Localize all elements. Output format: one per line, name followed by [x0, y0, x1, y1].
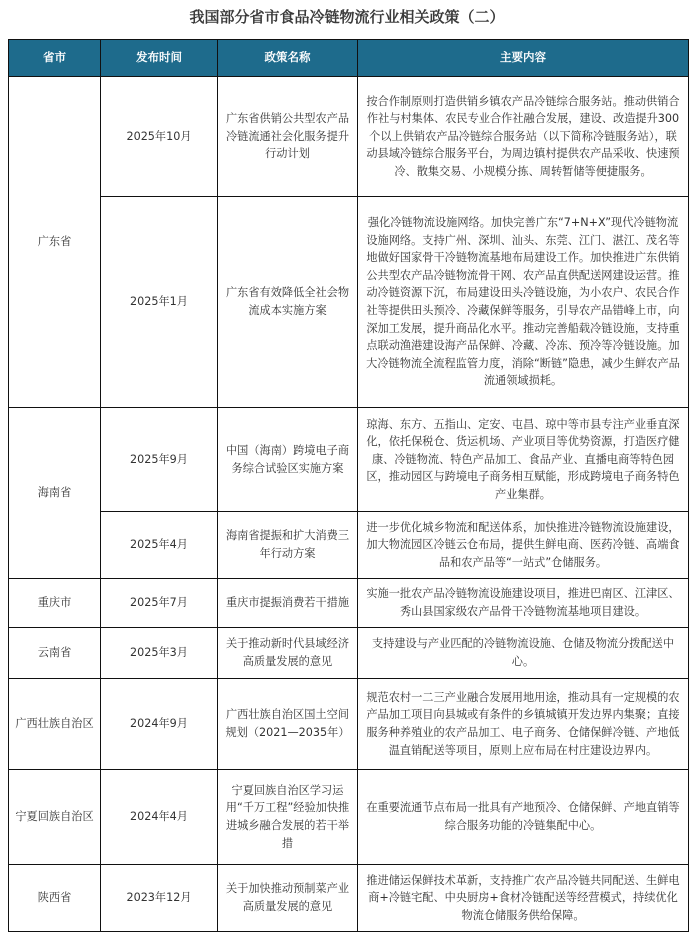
policy-cell: 中国（海南）跨境电子商务综合试验区实施方案	[218, 408, 358, 512]
table-row	[9, 77, 689, 197]
date-cell: 2025年9月	[101, 408, 218, 512]
province-cell: 广东省	[9, 77, 101, 408]
date-cell: 2025年1月	[101, 197, 218, 408]
page-title: 我国部分省市食品冷链物流行业相关政策（二）	[189, 8, 505, 26]
policy-table	[8, 39, 689, 932]
date-cell: 2023年12月	[101, 865, 218, 932]
policy-cell: 广东省有效降低全社会物流成本实施方案	[218, 197, 358, 408]
column-header-province: 省市	[9, 40, 101, 77]
date-cell: 2024年9月	[101, 679, 218, 770]
province-cell: 广西壮族自治区	[9, 679, 101, 770]
content-cell: 实施一批农产品冷链物流设施建设项目，推进巴南区、江津区、秀山县国家级农产品骨干冷链物流基地项目建设。	[358, 579, 689, 628]
date-cell: 2025年3月	[101, 628, 218, 679]
content-cell: 规范农村一二三产业融合发展用地用途，推动具有一定规模的农产品加工项目向县城或有条件的乡镇城镇开发边界内集聚；直接服务种养殖业的农产品加工、电子商务、仓储保鲜冷链、产地低温直销配送等项目，原则上应布局在村庄建设边界内。	[358, 679, 689, 770]
column-header-policy: 政策名称	[218, 40, 358, 77]
table-row	[9, 770, 689, 865]
table-row	[9, 865, 689, 932]
table-row	[9, 628, 689, 679]
table-row	[9, 408, 689, 512]
content-cell: 进一步优化城乡物流和配送体系，加快推进冷链物流设施建设，加大物流园区冷链云仓布局，提供生鲜电商、医药冷链、高端食品和农产品等“一站式”仓储服务。	[358, 512, 689, 579]
policy-cell: 广东省供销公共型农产品冷链流通社会化服务提升行动计划	[218, 77, 358, 197]
date-cell: 2024年4月	[101, 770, 218, 865]
table-row	[9, 512, 689, 579]
column-header-content: 主要内容	[358, 40, 689, 77]
policy-cell: 关于推动新时代县域经济高质量发展的意见	[218, 628, 358, 679]
province-cell: 宁夏回族自治区	[9, 770, 101, 865]
table-header-row	[9, 40, 689, 77]
content-cell: 推进储运保鲜技术革新，支持推广农产品冷链共同配送、生鲜电商+冷链宅配、中央厨房+食材冷链配送等经营模式，持续优化物流仓储服务供给保障。	[358, 865, 689, 932]
province-cell: 海南省	[9, 408, 101, 579]
column-header-date: 发布时间	[101, 40, 218, 77]
content-cell: 支持建设与产业匹配的冷链物流设施、仓储及物流分拨配送中心。	[358, 628, 689, 679]
province-cell: 重庆市	[9, 579, 101, 628]
policy-cell: 海南省提振和扩大消费三年行动方案	[218, 512, 358, 579]
date-cell: 2025年10月	[101, 77, 218, 197]
policy-cell: 宁夏回族自治区学习运用“千万工程”经验加快推进城乡融合发展的若干举措	[218, 770, 358, 865]
province-cell: 陕西省	[9, 865, 101, 932]
table-row	[9, 679, 689, 770]
date-cell: 2025年7月	[101, 579, 218, 628]
date-cell: 2025年4月	[101, 512, 218, 579]
content-cell: 强化冷链物流设施网络。加快完善广东“7+N+X”现代冷链物流设施网络。支持广州、深圳、汕头、东莞、江门、湛江、茂名等地做好国家骨干冷链物流基地布局建设工作。加快推进广东供销公共型农产品冷链物流骨干网、农产品直供配送网建设运营。推动冷链资源下沉，布局建设田头冷链设施，为小农户、农民合作社等提供田头预冷、冷藏保鲜等服务，引导农产品错峰上市，向深加工发展，提升商品化水平。推动完善船载冷链设施，支持重点联动渔港建设海产品保鲜、冷藏、冷冻、预冷等冷链设施。加大冷链物流全流程监管力度，消除“断链”隐患，减少生鲜农产品流通领域损耗。	[358, 197, 689, 408]
province-cell: 云南省	[9, 628, 101, 679]
table-row	[9, 197, 689, 408]
content-cell: 琼海、东方、五指山、定安、屯昌、琼中等市县专注产业垂直深化，依托保税仓、货运机场、产业项目等优势资源，打造医疗健康、冷链物流、特色产品加工、食品产业、直播电商等特色园区，推动园区与跨境电子商务相互赋能，形成跨境电子商务特色产业集群。	[358, 408, 689, 512]
table-row	[9, 579, 689, 628]
policy-cell: 广西壮族自治区国土空间规划（2021—2035年）	[218, 679, 358, 770]
content-cell: 按合作制原则打造供销乡镇农产品冷链综合服务站。推动供销合作社与村集体、农民专业合作社融合发展，建设、改造提升300个以上供销农产品冷链综合服务站（以下简称冷链服务站），联动县域冷链综合服务平台，为周边镇村提供农产品采收、快速预冷、散集交易、小规模分拣、周转暂储等便捷服务。	[358, 77, 689, 197]
content-cell: 在重要流通节点布局一批具有产地预冷、仓储保鲜、产地直销等综合服务功能的冷链集配中心。	[358, 770, 689, 865]
policy-cell: 重庆市提振消费若干措施	[218, 579, 358, 628]
policy-cell: 关于加快推动预制菜产业高质量发展的意见	[218, 865, 358, 932]
